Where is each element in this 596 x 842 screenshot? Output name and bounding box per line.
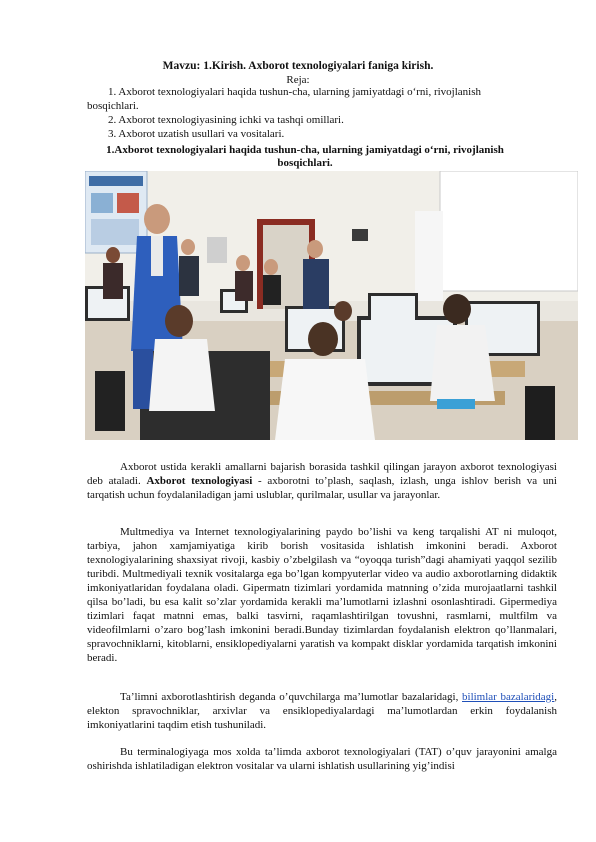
classroom-photo	[85, 171, 578, 440]
section-heading: 1.Axborot texnologiyalari haqida tushun-cha, ularning jamiyatdagi o‘rni, rivojlanish bosqichlari.	[106, 144, 504, 169]
bold-term: Axborot texnologiyasi	[146, 475, 253, 487]
paragraph-3: Ta’limni axborotlashtirish deganda o’quvchilarga ma’lumotlar bazalaridagi, bilimlar bazalaridagi, elekton spravochniklar, arxivlar va ensiklopediyalardagi ma’lumotlardan erkin foydalanish imkoniyatlarini taqdim etish tushuniladi.	[87, 691, 557, 731]
paragraph-4: Bu terminalogiyaga mos xolda ta’limda axborot texnologiyalari (TAT) o’quv jarayonini amalga oshirishda ishlatiladigan elektron vositalar va ularni ishlatish usullarining yig’indisi	[87, 746, 557, 772]
paragraph-2: Multmediya va Internet texnologiyalarining paydo bo’lishi va keng tarqalishi AT ni muloqot, tarbiya, jahon xamjamiyatiga kirib borish vositasida ishlatish imkonini beradi. Axborot texnologiyalarining shaxsiyat rivoji, kasbiy o’zbelgilash va “oyoqqa turish”dagi ahamiyati yaqqol sezilib turibdi. Multmediyali texnik vositalarga ega bo’lgan kompyuterlar video va audio axborotlarning didaktik imkoniyatlaridan foydalana oladi. Gipermatn tizimlari yordamida matnning o’zida murojaatlarni tashkil qilsa bo’ladi, bu esa kalit so’zlar yordamida kerakli ma’lumotlarni izlashni osonlashtiradi. Gipermediya tizimlari faqat matnni emas, balki tasvirni, raqamlashtirilgan tovushni, rasmlarni, multfilm va videofilmlarni o’zaro bog’lash imkonini beradi.Bunday tizimlardan foydalanish elektron qo’llanmalari, spravochniklarni, kitoblarni, ensiklopediyalarni yaratish va kompakt disklar yordamida tarqatish imkonini beradi.	[87, 526, 557, 664]
paragraph-1: Axborot ustida kerakli amallarni bajarish borasida tashkil qilingan jarayon axborot texnologiyasi deb ataladi. Axborot texnologiyasi - axborotni to’plash, saqlash, izlash, unga ishlov berish va uni tarqatish uchun foydalaniladigan jami uslublar, qurilmalar, usullar va jarayonlar.	[87, 461, 557, 501]
document-title: Mavzu: 1.Kirish. Axborot texnologiyalari faniga kirish.	[162, 60, 434, 72]
knowledge-bases-link[interactable]: bilimlar bazalaridagi	[462, 691, 555, 703]
plan-item-3: 3. Axborot uzatish usullari va vositalari.	[108, 128, 285, 140]
plan-item-2: 2. Axborot texnologiyasining ichki va tashqi omillari.	[108, 114, 344, 126]
plan-item-1: 1. Axborot texnologiyalari haqida tushun-cha, ularning jamiyatdagi o‘rni, rivojlanish bosqichlari.	[87, 86, 482, 112]
plan-heading: Reja:	[286, 74, 310, 86]
